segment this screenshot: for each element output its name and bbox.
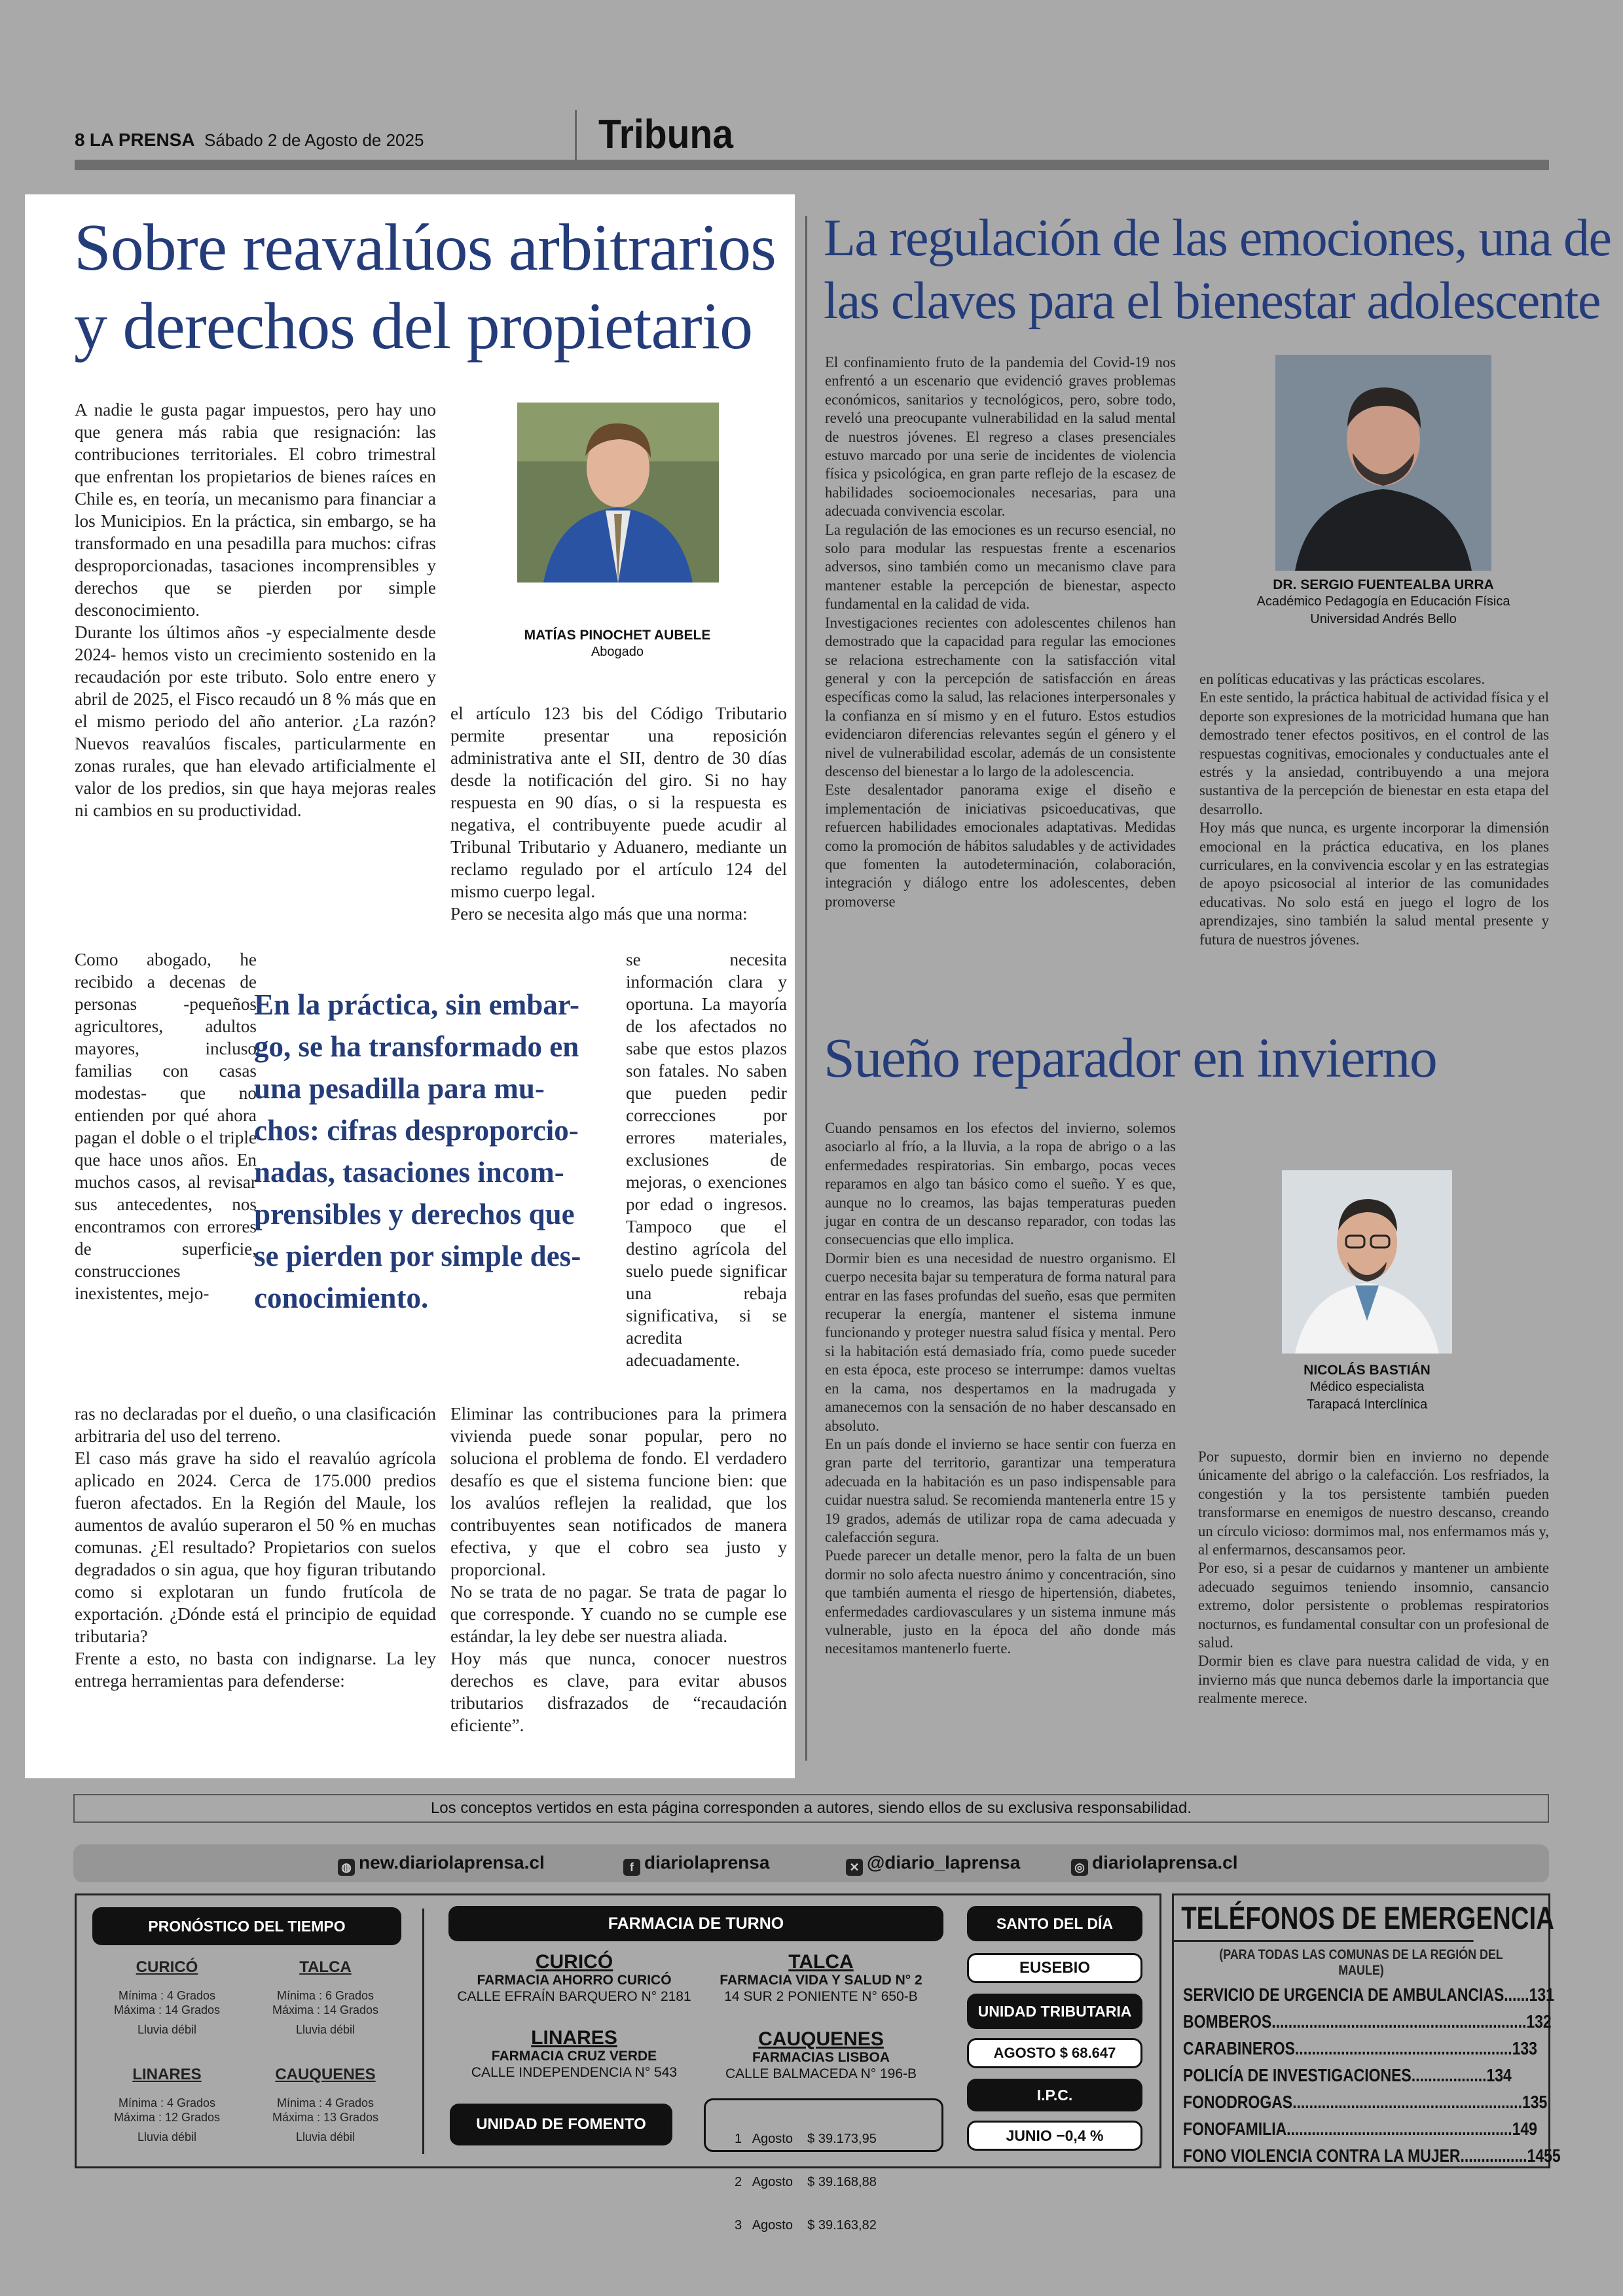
emergency-row: BOMBEROS.............................................................132 xyxy=(1183,2011,1552,2032)
facebook-icon: f xyxy=(623,1859,640,1876)
emergency-row: FONO VIOLENCIA CONTRA LA MUJER................1455 xyxy=(1183,2145,1561,2166)
weather-linares: LINARES Mínima : 4 Grados Máxima : 12 Grados Lluvia débil xyxy=(113,2066,221,2144)
column-divider xyxy=(805,216,807,1761)
uf-row: 3 Agosto $ 39.163,82 xyxy=(735,2218,877,2233)
ipc-value: JUNIO −0,4 % xyxy=(967,2121,1142,2151)
page-header xyxy=(75,110,1549,175)
emergency-row: CARABINEROS....................................................133 xyxy=(1183,2038,1537,2058)
uf-row: 1 Agosto $ 39.173,95 xyxy=(735,2132,877,2146)
weather-title: PRONÓSTICO DEL TIEMPO xyxy=(92,1907,401,1945)
author-name: DR. SERGIO FUENTEALBA URRA xyxy=(1273,577,1494,592)
santo-name: EUSEBIO xyxy=(967,1953,1142,1983)
pull-quote: En la práctica, sin embar- go, se ha transformado en una pesadilla para mu- chos: cifras desproporcio- nadas, tasaciones incom- prensibles y derechos que se pierden por simple des- conocimiento. xyxy=(254,988,581,1314)
emergency-phones xyxy=(1172,1893,1561,2168)
header-rule xyxy=(75,160,1549,170)
author-role: Médico especialista xyxy=(1309,1380,1425,1394)
author-role: Académico Pedagogía en Educación Física xyxy=(1256,594,1510,609)
author-affiliation: Tarapacá Interclínica xyxy=(1306,1397,1428,1412)
author-caption xyxy=(1243,1363,1491,1414)
emergency-row: SERVICIO DE URGENCIA DE AMBULANCIAS......131 xyxy=(1183,1984,1554,2005)
santo-title: SANTO DEL DÍA xyxy=(967,1906,1142,1941)
article-title-line2: y derechos del propietario xyxy=(74,289,753,363)
pharmacy-title: FARMACIA DE TURNO xyxy=(448,1906,943,1941)
article-body-col1: El confinamiento fruto de la pandemia del Covid-19 nos enfrentó a un escenario que evidenció graves problemas económicos, sanitarios y tecnológicos, pero, sobre todo, reveló una preocupante vulnerabilidad en la salud mental de nuestros jóvenes. El regreso a clases presenciales estuvo marcado por una serie de incidentes de violencia física y psicológica, en gran parte reflejo de la escasez de habilidades socioemocionales necesarias, para una adecuada convivencia escolar. La regulación de las emociones es un recurso esencial, no solo para modular las respuestas frente a escenarios adversos, sino también como un mecanismo clave para mantener estable la percepción de bienestar, aspecto fundamental en la calidad de vida. Investigaciones recientes con adolescentes chilenos han demostrado que la capacidad para regular las emociones se relaciona estrechamente con la satisfacción vital general y con la percepción de satisfacción en áreas específicas como la salud, las relaciones interpersonales y la confianza en sí mismo y en el futuro. Estos estudios evidenciaron diferencias relevantes según el género y el nivel de vulnerabilidad escolar, además de un consistente descenso del bienestar a lo largo de la adolescencia. Este desalentador panorama exige el diseño e implementación de iniciativas psicoeducativas, que refuercen habilidades emocionales adaptativas. Medidas como la promoción de hábitos saludables y de actividades que fomenten la autodeterminación, colaboración, integración y diálogo entre los adolescentes, deben promoverse xyxy=(825,354,1176,910)
author-photo-fuentealba xyxy=(1275,355,1491,571)
facebook-link[interactable]: f diariolaprensa xyxy=(623,1852,769,1876)
emergency-row: FONOFAMILIA......................................................149 xyxy=(1183,2119,1537,2139)
weather-talca: TALCA Mínima : 6 Grados Máxima : 14 Grados Lluvia débil xyxy=(272,1958,379,2036)
globe-icon: ◍ xyxy=(338,1859,355,1876)
article-body-col2: el artículo 123 bis del Código Tributario permite presentar una reposición administrativa ante el SII, dentro de 30 días desde la notificación del giro. Si no hay respuesta en 90 días, o si la respuesta es negativa, el contribuyente puede acudir al Tribunal Tributario y Aduanero, mediante un reclamo regulado por el artículo 124 del mismo cuerpo legal. Pero se necesita algo más que una norma: xyxy=(450,704,787,924)
author-role: Abogado xyxy=(591,645,644,659)
article-body-col2: Por supuesto, dormir bien en invierno no depende únicamente del abrigo o la calefacción. Los resfriados, la congestión y la tos persistente también pueden transformarse en enemigos de nuestro descanso, creando un círculo vicioso: dormimos mal, nos enfermamos más y, al enfermarnos, descansamos peor. Por eso, si a pesar de cuidarnos y mantener un ambiente adecuado seguimos teniendo insomnio, cansancio extremo, dolor persistente o problemas respiratorios nocturnos, es fundamental consultar con un profesional de salud. Dormir bien es clave para nuestra calidad de vida, y en invierno más que nunca debemos darle la importancia que realmente merece. xyxy=(1198,1448,1549,1707)
weather-curico: CURICÓ Mínima : 4 Grados Máxima : 14 Grados Lluvia débil xyxy=(113,1958,221,2036)
emergency-title: TELÉFONOS DE EMERGENCIA xyxy=(1174,1901,1474,1942)
instagram-link[interactable]: ◎ diariolaprensa.cl xyxy=(1071,1852,1238,1876)
article-body-col1c: ras no declaradas por el dueño, o una clasificación arbitraria del uso del terreno. El caso más grave ha sido el reavalúo agrícola aplicado en 2024. Cerca de 175.000 predios fueron afectados. En la Región del Maule, los aumentos de avalúo superaron el 50 % en muchas comunas. ¿El resultado? Propietarios con suelos degradados o sin agua, que hoy figuran tributando como si explotaran un fundo frutícola de exportación. ¿Dónde está el principio de equidad tributaria? Frente a esto, no basta con indignarse. La ley entrega herramientas para defenderse: xyxy=(75,1404,436,1691)
emergency-row: POLICÍA DE INVESTIGACIONES..................134 xyxy=(1183,2065,1512,2085)
author-name: MATÍAS PINOCHET AUBELE xyxy=(524,628,711,643)
article-title-line1: La regulación de las emociones, una de xyxy=(824,209,1611,267)
pharmacy-linares: LINARES FARMACIA CRUZ VERDE CALLE INDEPENDENCIA N° 543 xyxy=(471,2027,678,2080)
pharmacy-cauquenes: CAUQUENES FARMACIAS LISBOA CALLE BALMACEDA N° 196-B xyxy=(725,2028,917,2081)
article-reavaluos xyxy=(25,194,795,1778)
page-date: Sábado 2 de Agosto de 2025 xyxy=(204,130,424,150)
author-name: NICOLÁS BASTIÁN xyxy=(1304,1363,1431,1378)
weather-cauquenes: CAUQUENES Mínima : 4 Grados Máxima : 13 Grados Lluvia débil xyxy=(272,2066,379,2144)
author-photo-bastian xyxy=(1282,1170,1452,1354)
article-title-line2: las claves para el bienestar adolescente xyxy=(824,272,1601,330)
emergency-row: FONODROGAS.......................................................135 xyxy=(1183,2092,1548,2112)
social-bar xyxy=(73,1844,1549,1882)
ipc-title: I.P.C. xyxy=(967,2079,1142,2111)
article-body-col2: en políticas educativas y las prácticas escolares. En este sentido, la práctica habitual de actividad física y el deporte son expresiones de la motricidad humana que han demostrado tener efectos positivos, en el control de las respuestas cognitivas, emocionales y conductuales ante el estrés y la ansiedad, contribuyendo a una mejora sustantiva de la percepción de bienestar en esta etapa del desarrollo. Hoy más que nunca, es urgente incorporar la dimensión emocional en la práctica educativa, en los planes curriculares, en la convivencia escolar y en las estrategias de apoyo psicosocial al interior de las comunidades educativas. No solo está en juego el logro de los aprendizajes, sino también la salud mental presente y futura de nuestros jóvenes. xyxy=(1199,671,1549,948)
author-photo-pinochet xyxy=(517,403,719,583)
info-box xyxy=(75,1893,1161,2233)
x-link[interactable]: ✕ @diario_laprensa xyxy=(846,1852,1020,1876)
author-caption xyxy=(496,628,739,661)
page-folio: 8 LA PRENSA Sábado 2 de Agosto de 2025 xyxy=(75,130,424,150)
header-divider xyxy=(575,110,577,164)
pharmacy-talca: TALCA FARMACIA VIDA Y SALUD N° 2 14 SUR 2 PONIENTE N° 650-B xyxy=(720,1951,922,2004)
web-link[interactable]: ◍ new.diariolaprensa.cl xyxy=(338,1852,545,1876)
article-body-col1b: Como abogado, he recibido a decenas de personas -pequeños agricultores, adultos mayores, incluso familias con casas modestas- que no entienden por qué ahora pagan el doble o el triple que hace unos años. En muchos casos, al revisar sus antecedentes, nos encontramos con errores de superficie, construcciones inexistentes, mejo- xyxy=(75,950,257,1303)
author-caption xyxy=(1244,577,1523,628)
pharmacy-curico: CURICÓ FARMACIA AHORRO CURICÓ CALLE EFRAÍN BARQUERO N° 2181 xyxy=(457,1951,691,2004)
utm-value: AGOSTO $ 68.647 xyxy=(967,2038,1142,2068)
article-body-col1: A nadie le gusta pagar impuestos, pero hay uno que genera más rabia que resignación: las contribuciones territoriales. El cobro trimestral que enfrentan los propietarios de bienes raíces en Chile es, en teoría, un mecanismo para financiar a los Municipios. En la práctica, sin embargo, se ha transformado en una pesadilla para muchos: cifras desproporcionadas, tasaciones incomprensibles y derechos que se pierden por simple desconocimiento. Durante los últimos años -y especialmente desde 2024- hemos visto un crecimiento sostenido en la recaudación por este tributo. Solo entre enero y abril de 2025, el Fisco recaudó un 8 % más que en el mismo periodo del año anterior. ¿La razón? Nuevos reavalúos fiscales, particularmente en zonas rurales, que han elevado artificialmente el valor de los predios, sin que haya mejoras reales ni cambios en su productividad. xyxy=(75,400,436,820)
instagram-icon: ◎ xyxy=(1071,1859,1088,1876)
article-title: Sueño reparador en invierno xyxy=(824,1026,1437,1089)
article-title-line1: Sobre reavalúos arbitrarios xyxy=(74,211,776,285)
disclaimer: Los conceptos vertidos en esta página corresponden a autores, siendo ellos de su exclusiva responsabilidad. xyxy=(73,1794,1549,1823)
article-body-col2b: se necesita información clara y oportuna. La mayoría de los afectados no sabe que estos plazos son fatales. No saben que pueden pedir correcciones por errores materiales, exclusiones de mejoras, o exenciones por edad o ingresos. Tampoco que el destino agrícola del suelo puede significar una rebaja significativa, si se acredita adecuadamente. xyxy=(626,950,787,1370)
uf-row: 2 Agosto $ 39.168,88 xyxy=(735,2175,877,2189)
article-body-col2c: Eliminar las contribuciones para la primera vivienda puede sonar popular, pero no soluciona el problema de fondo. El verdadero desafío es que el sistema funcione bien: que los avalúos reflejen la realidad, que los contribuyentes sean notificados de manera efectiva, y que el cobro sea justo y proporcional. No se trata de no pagar. Se trata de pagar lo que corresponde. Y cuando no se cumple ese estándar, la ley debe ser nuestra aliada. Hoy más que nunca, conocer nuestros derechos es clave, para evitar abusos tributarios disfrazados de “recaudación eficiente”. xyxy=(450,1404,787,1735)
author-affiliation: Universidad Andrés Bello xyxy=(1310,612,1457,626)
utm-title: UNIDAD TRIBUTARIA xyxy=(967,1994,1142,2029)
uf-title: UNIDAD DE FOMENTO xyxy=(450,2104,672,2145)
article-body-col1: Cuando pensamos en los efectos del invierno, solemos asociarlo al frío, a la lluvia, a la ropa de abrigo o a las enfermedades respiratorias. Sin embargo, pocas veces reparamos en algo tan básico como el sueño. Y es que, aunque no lo creamos, las bajas temperaturas pueden jugar en contra de un descanso reparador, con todas las consecuencias que ello implica. Dormir bien es una necesidad de nuestro organismo. El cuerpo necesita bajar su temperatura de forma natural para entrar en las fases profundas del sueño, esas que permiten recuperar la energía, mantener el sistema inmune funcionando y proteger nuestra salud física y mental. Pero si la habitación está demasiado fría, como puede suceder en esta época, este proceso se interrumpe: damos vueltas en la cama, nos despertamos en la madrugada y amanecemos con la sensación de no haber descansado en absoluto. En un país donde el invierno se hace sentir con fuerza en gran parte del territorio, garantizar una temperatura adecuada en la habitación es un paso indispensable para cuidar nuestra salud. Se recomienda mantenerla entre 15 y 19 grados, además de utilizar ropa de cama adecuada y calefacción segura. Puede parecer un detalle menor, pero la falta de un buen dormir no solo afecta nuestro ánimo y concentración, sino que también aumenta el riesgo de hipertensión, diabetes, enfermedades cardiovasculares y un sistema inmune más vulnerable, justo en la época del año donde más necesitamos mantenerlo fuerte. xyxy=(825,1120,1176,1657)
emergency-subtitle: (PARA TODAS LAS COMUNAS DE LA REGIÓN DEL MAULE) xyxy=(1219,1947,1503,1978)
uf-values xyxy=(704,2098,943,2233)
x-icon: ✕ xyxy=(846,1859,863,1876)
section-title: Tribuna xyxy=(598,112,733,157)
box-divider xyxy=(422,1909,424,2154)
